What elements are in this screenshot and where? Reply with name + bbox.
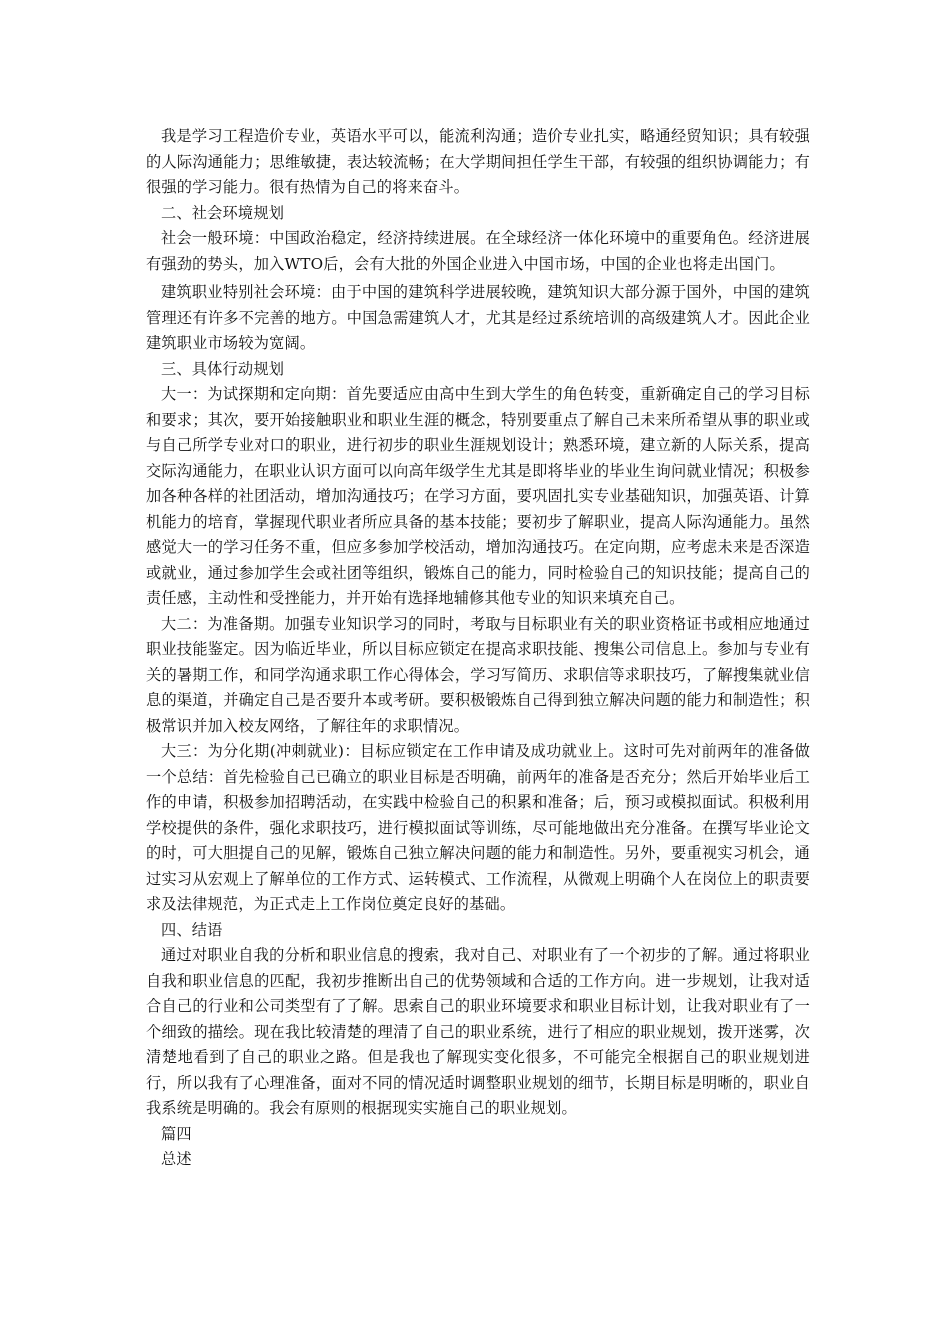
heading-part-four: 篇四 [161,1124,192,1143]
document-page [146,124,810,1173]
heading-social-environment: 二、社会环境规划 [161,203,285,222]
paragraph-year-one: 大一：为试探期和定向期：首先要适应由高中生到大学生的角色转变，重新确定自己的学习目标和要求；其次，要开始接触职业和职业生涯的概念，特别要重点了解自己未来所希望从事的职业或与自己所学专业对口的职业，进行初步的职业生涯规划设计；熟悉环境，建立新的人际关系，提高交际沟通能力，在职业认识方面可以向高年级学生尤其是即将毕业的毕业生询问就业情况；积极参加各种各样的社团活动，增加沟通技巧；在学习方面，要巩固扎实专业基础知识，加强英语、计算机能力的培育，掌握现代职业者所应具备的基本技能；要初步了解职业，提高人际沟通能力。虽然感觉大一的学习任务不重，但应多参加学校活动，增加沟通技巧。在定向期，应考虑未来是否深造或就业，通过参加学生会或社团等组织，锻炼自己的能力，同时检验自己的知识技能；提高自己的责任感，主动性和受挫能力，并开始有选择地辅修其他专业的知识来填充自己。 [146,385,810,607]
paragraph-year-two: 大二：为准备期。加强专业知识学习的同时，考取与目标职业有关的职业资格证书或相应地通过职业技能鉴定。因为临近毕业，所以目标应锁定在提高求职技能、搜集公司信息上。参加与专业有关的暑期工作，和同学沟通求职工作心得体会，学习写简历、求职信等求职技巧，了解搜集就业信息的渠道，并确定自己是否要升本或考研。要积极锻炼自己得到独立解决问题的能力和制造性；积极常识并加入校友网络，了解往年的求职情况。 [146,614,810,735]
paragraph-conclusion: 通过对职业自我的分析和职业信息的搜索，我对自己、对职业有了一个初步的了解。通过将职业自我和职业信息的匹配，我初步推断出自己的优势领域和合适的工作方向。进一步规划，让我对适合自己的行业和公司类型有了了解。思索自己的职业环境要求和职业目标计划，让我对职业有了一个细致的描绘。现在我比较清楚的理清了自己的职业系统，进行了相应的职业规划，拨开迷雾，次清楚地看到了自己的职业之路。但是我也了解现实变化很多，不可能完全根据自己的职业规划进行，所以我有了心理准备，面对不同的情况适时调整职业规划的细节，长期目标是明晰的，职业自我系统是明确的。我会有原则的根据现实实施自己的职业规划。 [146,946,810,1117]
paragraph-construction-environment: 建筑职业特别社会环境：由于中国的建筑科学进展较晚，建筑知识大部分源于国外，中国的建筑管理还有许多不完善的地方。中国急需建筑人才，尤其是经过系统培训的高级建筑人才。因此企业建筑职业市场较为宽阔。 [146,283,810,352]
heading-overview: 总述 [161,1150,192,1168]
paragraph-year-three: 大三：为分化期(冲刺就业)：目标应锁定在工作申请及成功就业上。这时可先对前两年的准备做一个总结：首先检验自己已确立的职业目标是否明确，前两年的准备是否充分；然后开始毕业后工作的申请，积极参加招聘活动，在实践中检验自己的积累和准备；后，预习或模拟面试。积极利用学校提供的条件，强化求职技巧，进行模拟面试等训练，尽可能地做出充分准备。在撰写毕业论文的时，可大胆提自己的见解，锻炼自己独立解决问题的能力和制造性。另外，要重视实习机会，通过实习从宏观上了解单位的工作方式、运转模式、工作流程，从微观上明确个人在岗位上的职责要求及法律规范，为正式走上工作岗位奠定良好的基础。 [146,742,810,913]
paragraph-general-environment: 社会一般环境：中国政治稳定，经济持续进展。在全球经济一体化环境中的重要角色。经济进展有强劲的势头，加入WTO后，会有大批的外国企业进入中国市场，中国的企业也将走出国门。 [146,229,810,273]
paragraph-self-assessment: 我是学习工程造价专业，英语水平可以，能流利沟通；造价专业扎实，略通经贸知识；具有较强的人际沟通能力；思维敏捷，表达较流畅；在大学期间担任学生干部，有较强的组织协调能力；有很强的学习能力。很有热情为自己的将来奋斗。 [146,127,810,196]
heading-action-plan: 三、具体行动规划 [161,359,285,378]
heading-conclusion: 四、结语 [161,920,223,939]
